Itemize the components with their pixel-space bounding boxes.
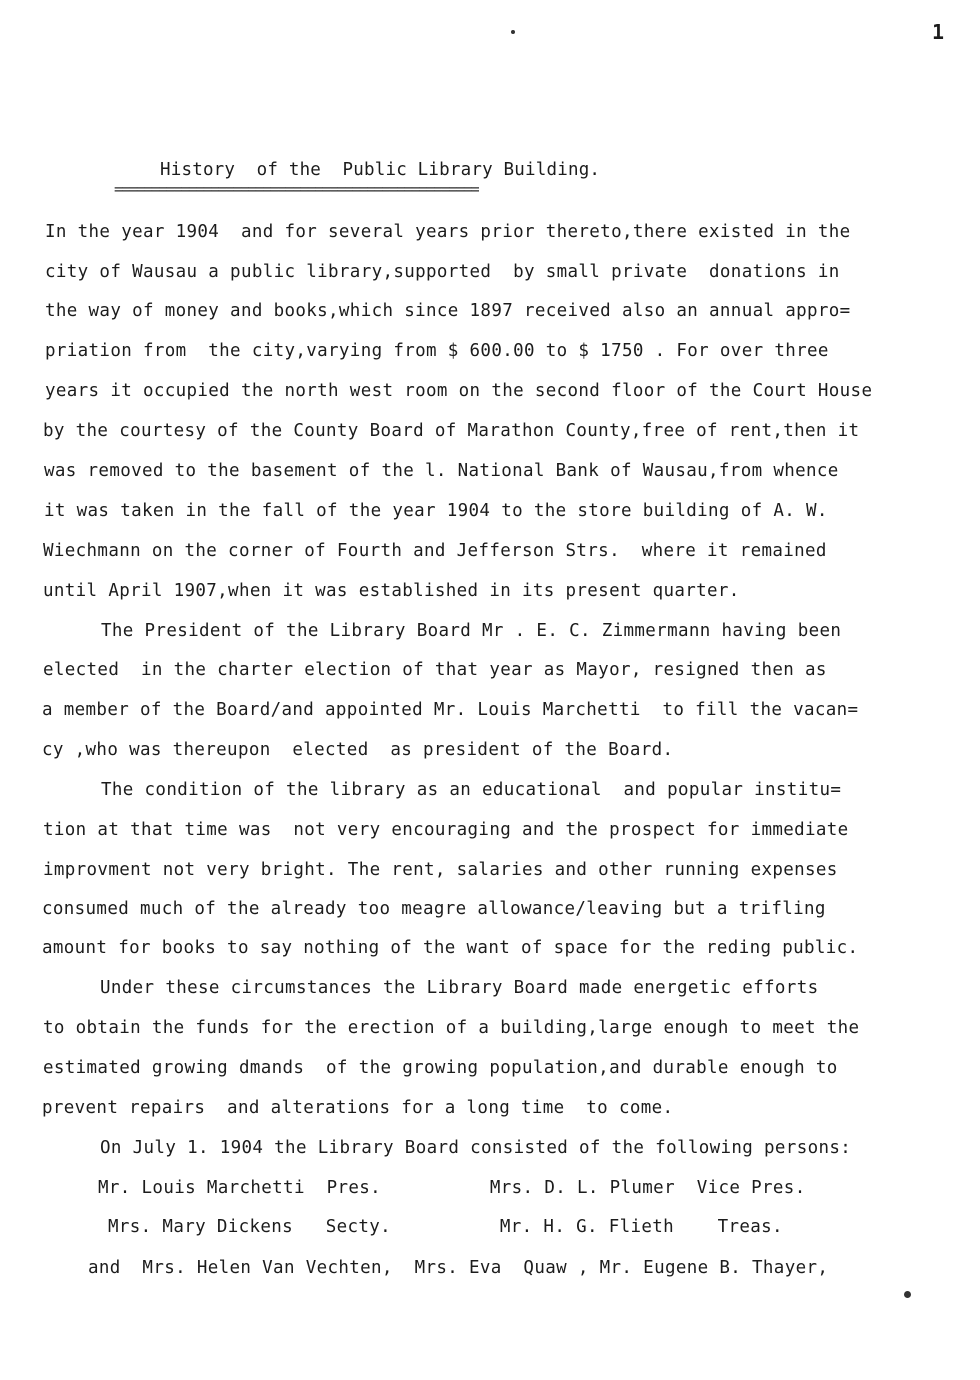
board-member-row: Mrs. Mary Dickens Secty. Mr. H. G. Flieth Treas.	[108, 1217, 783, 1237]
page-number: 1	[932, 20, 945, 44]
body-line: consumed much of the already too meagre allowance/leaving but a trifling	[42, 899, 826, 919]
body-line: city of Wausau a public library,supported by small private donations in	[45, 262, 840, 282]
body-line: cy ,who was thereupon elected as president of the Board.	[42, 740, 674, 760]
ink-speck	[511, 30, 515, 34]
body-line: amount for books to say nothing of the want of space for the reding public.	[42, 938, 859, 958]
body-line: years it occupied the north west room on the second floor of the Court House	[45, 381, 873, 401]
body-line: Wiechmann on the corner of Fourth and Jefferson Strs. where it remained	[43, 541, 827, 561]
body-line: by the courtesy of the County Board of Marathon County,free of rent,then it	[43, 421, 860, 441]
body-line: Under these circumstances the Library Board made energetic efforts	[100, 978, 819, 998]
body-line: elected in the charter election of that year as Mayor, resigned then as	[43, 660, 827, 680]
body-line: The President of the Library Board Mr . E. C. Zimmermann having been	[101, 621, 842, 641]
body-line: was removed to the basement of the l. National Bank of Wausau,from whence	[44, 461, 839, 481]
board-member-row: and Mrs. Helen Van Vechten, Mrs. Eva Quaw , Mr. Eugene B. Thayer,	[88, 1258, 829, 1278]
body-line: priation from the city,varying from $ 600.00 to $ 1750 . For over three	[45, 341, 829, 361]
body-line: until April 1907,when it was established in its present quarter.	[43, 581, 740, 601]
ink-speck	[904, 1291, 911, 1298]
body-line: In the year 1904 and for several years prior thereto,there existed in the	[45, 222, 851, 242]
body-line: The condition of the library as an educational and popular institu=	[101, 780, 842, 800]
body-line: the way of money and books,which since 1897 received also an annual appro=	[45, 301, 851, 321]
body-line: tion at that time was not very encouraging and the prospect for immediate	[43, 820, 849, 840]
body-line: estimated growing dmands of the growing population,and durable enough to	[43, 1058, 838, 1078]
body-line: to obtain the funds for the erection of a building,large enough to meet the	[43, 1018, 860, 1038]
body-line: On July 1. 1904 the Library Board consisted of the following persons:	[100, 1138, 852, 1158]
body-line: prevent repairs and alterations for a long time to come.	[42, 1098, 674, 1118]
body-line: a member of the Board/and appointed Mr. Louis Marchetti to fill the vacan=	[42, 700, 859, 720]
document-title: History of the Public Library Building.	[160, 160, 601, 180]
title-underline: =================================================	[114, 180, 479, 198]
body-line: it was taken in the fall of the year 1904 to the store building of A. W.	[44, 501, 828, 521]
board-member-row: Mr. Louis Marchetti Pres. Mrs. D. L. Plumer Vice Pres.	[98, 1178, 806, 1198]
body-line: improvment not very bright. The rent, salaries and other running expenses	[43, 860, 838, 880]
